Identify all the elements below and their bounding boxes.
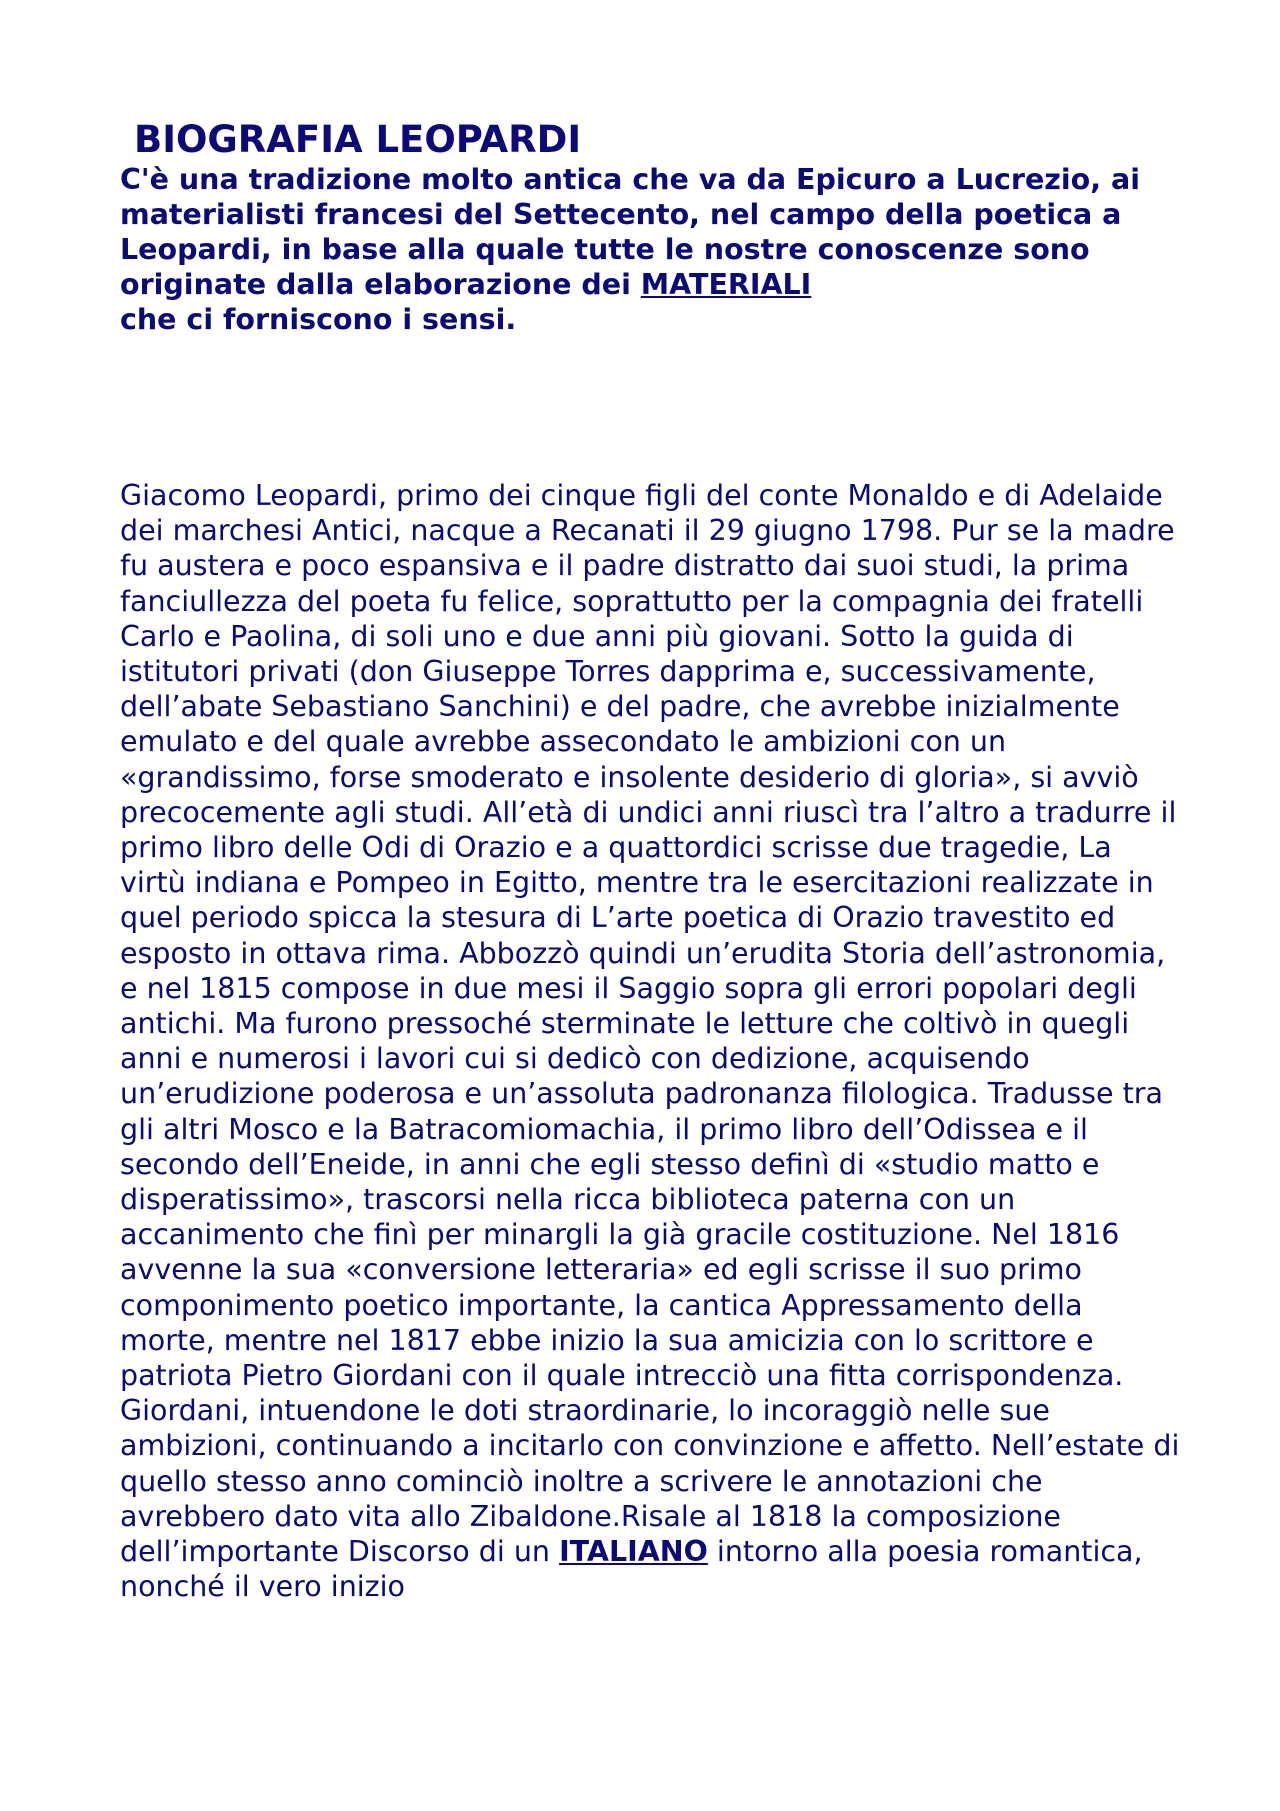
biography-paragraph: [120, 478, 1180, 1605]
materiali-link[interactable]: MATERIALI: [640, 268, 812, 301]
document-page: [120, 118, 1180, 1604]
biography-text-start: Giacomo Leopardi, primo dei cinque figli del conte Monaldo e di Adelaide dei marchesi Antici, nacque a Recanati il 29 giugno 1798. Pur se la madre fu austera e poco espansiva e il padre distratto dai suoi studi, la prima fanciullezza del poeta fu felice, soprattutto per la compagnia dei fratelli Carlo e Paolina, di soli uno e due anni più giovani. Sotto la guida di istitutori privati (don Giuseppe Torres dapprima e, successivamente, dell’abate Sebastiano Sanchini) e del padre, che avrebbe inizialmente emulato e del quale avrebbe assecondato le ambizioni con un «grandissimo, forse smoderato e insolente desiderio di gloria», si avviò precocemente agli studi. All’età di undici anni riuscì tra l’altro a tradurre il primo libro delle Odi di Orazio e a quattordici scrisse due tragedie, La virtù indiana e Pompeo in Egitto, mentre tra le esercitazioni realizzate in quel periodo spicca la stesura di L’arte poetica di Orazio travestito ed esposto in ottava rima. Abbozzò quindi un’erudita Storia dell’astronomia, e nel 1815 compose in due mesi il Saggio sopra gli errori popolari degli antichi. Ma furono pressoché sterminate le letture che coltivò in quegli anni e numerosi i lavori cui si dedicò con dedizione, acquisendo un’erudizione poderosa e un’assoluta padronanza filologica. Tradusse tra gli altri Mosco e la Batracomiomachia, il primo libro dell’Odissea e il secondo dell’Eneide, in anni che egli stesso definì di «studio matto e disperatissimo», trascorsi nella ricca biblioteca paterna con un accanimento che finì per minargli la già gracile costituzione. Nel 1816 avvenne la sua «conversione letteraria» ed egli scrisse il suo primo componimento poetico importante, la cantica Appressamento della morte, mentre nel 1817 ebbe inizio la sua amicizia con lo scrittore e patriota Pietro Giordani con il quale intrecciò una fitta corrispondenza. Giordani, intuendone le doti straordinarie, lo incoraggiò nelle sue ambizioni, continuando a incitarlo con convinzione e affetto. Nell’estate di quello stesso anno cominciò inoltre a scrivere le annotazioni che avrebbero dato vita allo Zibaldone.Risale al 1818 la composizione dell’importante Discorso di un: [120, 479, 1180, 1569]
intro-text-start: C'è una tradizione molto antica che va da Epicuro a Lucrezio, ai materialisti francesi del Settecento, nel campo della poetica a Leopardi, in base alla quale tutte le nostre conoscenze sono originate dalla elaborazione dei: [120, 163, 1140, 301]
italiano-link[interactable]: ITALIANO: [559, 1535, 708, 1569]
intro-paragraph: [120, 162, 1180, 337]
page-title: BIOGRAFIA LEOPARDI: [134, 118, 582, 161]
intro-text-end: che ci forniscono i sensi.: [120, 303, 517, 336]
biography-text-end: intorno alla poesia romantica, nonché il vero inizio: [120, 1535, 1143, 1604]
